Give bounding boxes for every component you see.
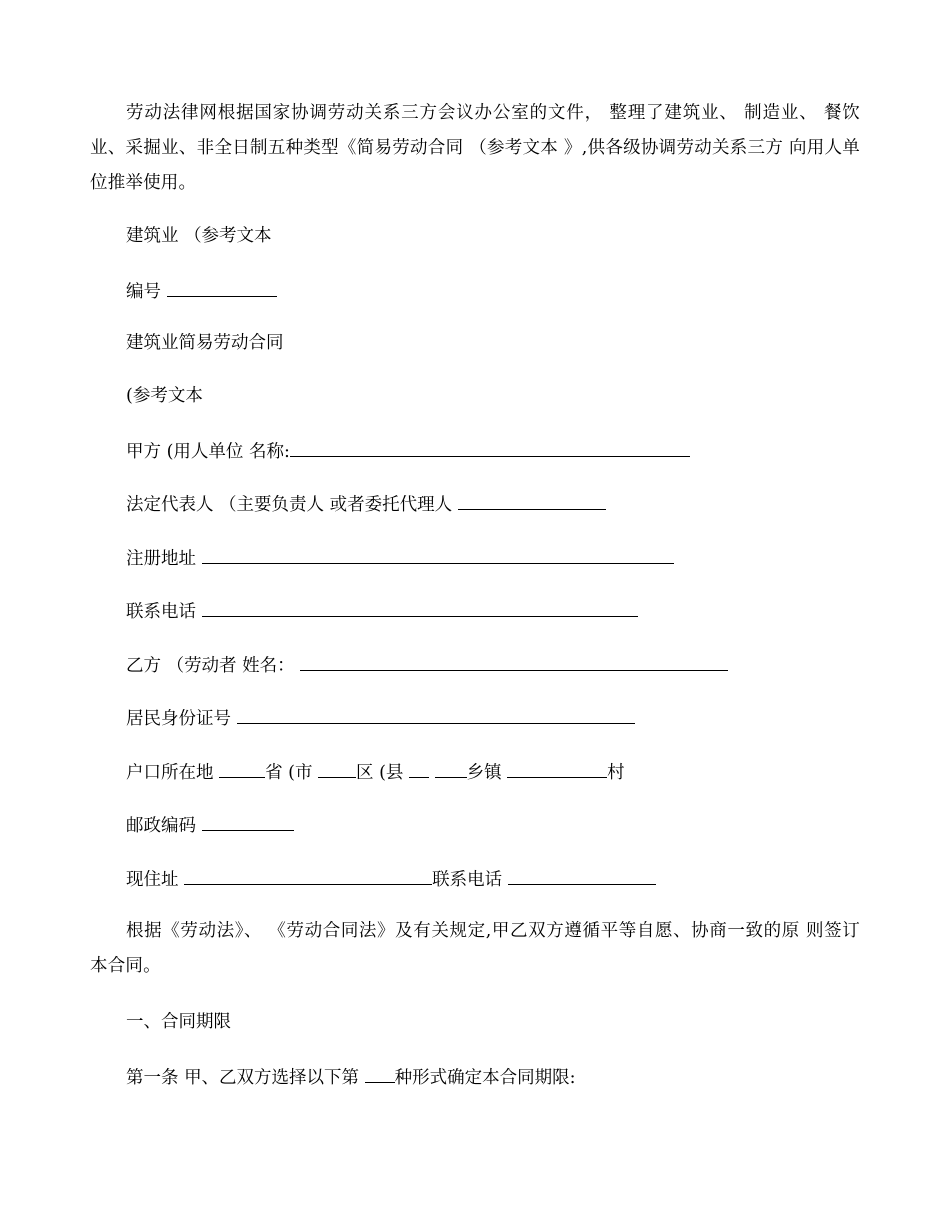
- party-a-address-label: 注册地址: [126, 549, 196, 569]
- party-b-name-label: 乙方 （劳动者 姓名：: [126, 656, 295, 676]
- district-label: 区 (县: [356, 763, 404, 783]
- party-b-residence-line: [126, 866, 656, 892]
- township-label: 乡镇: [466, 763, 502, 783]
- contract-subtitle: (参考文本: [126, 386, 203, 406]
- county-blank-b[interactable]: [435, 759, 467, 778]
- article-one-blank[interactable]: [365, 1064, 395, 1083]
- party-b-id-label: 居民身份证号: [126, 709, 231, 729]
- party-b-postcode-label: 邮政编码: [126, 816, 196, 836]
- party-b-household-label: 户口所在地: [126, 763, 214, 783]
- serial-label: 编号: [126, 282, 161, 302]
- party-a-address-blank[interactable]: [202, 545, 674, 564]
- party-b-household-line: [126, 759, 625, 785]
- serial-number-line: [126, 278, 277, 304]
- serial-blank[interactable]: [167, 278, 277, 297]
- county-blank-a[interactable]: [409, 759, 429, 778]
- party-a-representative-blank[interactable]: [458, 491, 606, 510]
- party-a-phone-blank[interactable]: [202, 598, 638, 617]
- party-b-id-blank[interactable]: [237, 705, 635, 724]
- section-one-heading: 一、合同期限: [126, 1012, 231, 1032]
- party-a-representative-line: [126, 491, 606, 517]
- province-label: 省 (市: [265, 763, 313, 783]
- article-one-suffix: 种形式确定本合同期限:: [394, 1068, 576, 1088]
- party-b-name-line: [126, 652, 728, 678]
- party-a-representative-label: 法定代表人 （主要负责人 或者委托代理人: [126, 495, 453, 515]
- party-a-phone-label: 联系电话: [126, 602, 196, 622]
- district-blank[interactable]: [318, 759, 356, 778]
- party-b-residence-label: 现住址: [126, 870, 179, 890]
- township-blank[interactable]: [507, 759, 607, 778]
- party-a-address-line: [126, 545, 674, 571]
- postcode-blank[interactable]: [202, 812, 294, 831]
- party-a-phone-line: [126, 598, 638, 624]
- contract-title: 建筑业简易劳动合同: [126, 333, 284, 353]
- village-label: 村: [607, 763, 625, 783]
- industry-heading: 建筑业 （参考文本: [126, 226, 272, 246]
- party-b-residence-phone-label: 联系电话: [432, 870, 503, 890]
- party-a-name-line: [126, 438, 690, 464]
- party-a-name-blank[interactable]: [290, 438, 690, 457]
- party-b-name-blank[interactable]: [300, 652, 728, 671]
- residence-blank[interactable]: [184, 866, 432, 885]
- party-a-name-label: 甲方 (用人单位 名称:: [126, 442, 290, 462]
- basis-paragraph: 根据《劳动法》、 《劳动合同法》及有关规定,甲乙双方遵循平等自愿、协商一致的原 则签订本合同。: [90, 921, 860, 976]
- article-one-prefix: 第一条 甲、乙双方选择以下第: [126, 1068, 360, 1088]
- party-b-postcode-line: [126, 812, 294, 838]
- intro-paragraph: 劳动法律网根据国家协调劳动关系三方会议办公室的文件， 整理了建筑业、 制造业、 餐饮业、采掘业、非全日制五种类型《简易劳动合同 （参考文本 》,供各级协调劳动关系三方 向用人单位推举使用。: [90, 103, 860, 193]
- province-blank[interactable]: [219, 759, 265, 778]
- party-b-id-line: [126, 705, 635, 731]
- residence-phone-blank[interactable]: [508, 866, 656, 885]
- article-one-line: [126, 1064, 576, 1090]
